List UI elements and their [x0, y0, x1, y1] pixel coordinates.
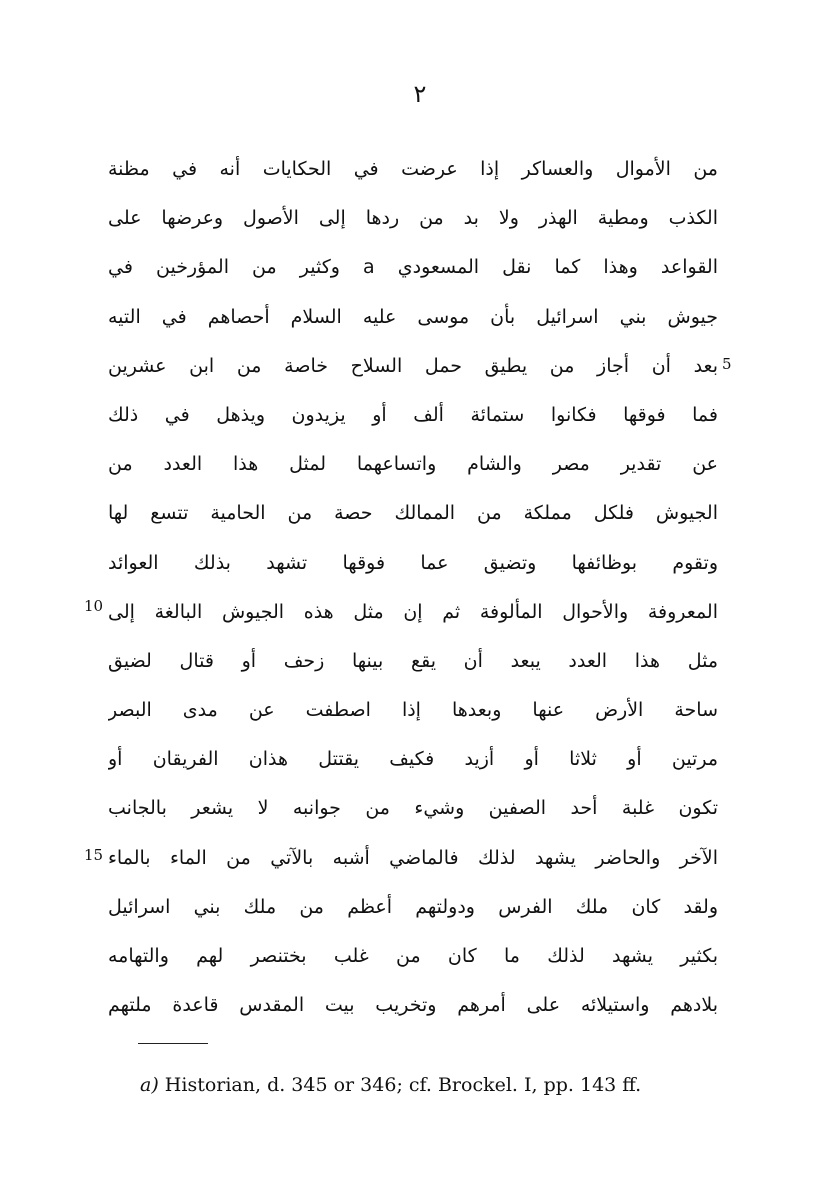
text-line: مثل هذا العدد يبعد أن يقع بينها زحف أو قتال لضيق: [108, 649, 718, 672]
footnote-text: Historian, d. 345 or 346; cf. Brockel. I, pp. 143 ff.: [164, 1074, 642, 1096]
text-line: فما فوقها فكانوا ستمائة ألف أو يزيدون ويذهل في ذلك: [108, 403, 718, 426]
text-line: بكثير يشهد لذلك ما كان من غلب بختنصر لهم والتهامه: [108, 945, 718, 967]
footnote-marker: a): [140, 1074, 159, 1096]
text-line: القواعد وهذا كما نقل المسعودي a وكثير من المؤرخين في: [108, 256, 718, 279]
text-line: المعروفة والأحوال المألوفة ثم إن مثل هذه الجيوش البالغة إلى: [108, 600, 718, 623]
text-line: ولقد كان ملك الفرس ودولتهم أعظم من ملك بني اسرائيل: [108, 895, 718, 918]
footnote: [140, 1074, 641, 1096]
footnote-rule: [138, 1043, 208, 1044]
page-number: ٢: [413, 80, 427, 108]
text-line: من الأموال والعساكر إذا عرضت في الحكايات أنه في مظنة: [108, 158, 718, 180]
line-number-10: 10: [84, 597, 104, 615]
text-line: الجيوش فلكل مملكة من الممالك حصة من الحامية تتسع لها: [108, 502, 718, 525]
text-line: ساحة الأرض عنها وبعدها إذا اصطفت عن مدى البصر: [108, 699, 718, 722]
text-line: جيوش بني اسرائيل بأن موسى عليه السلام أحصاهم في التيه: [108, 305, 718, 328]
line-number-15: 15: [84, 846, 104, 864]
line-number-5: 5: [722, 355, 732, 373]
text-line: عن تقدير مصر والشام واتساعهما لمثل هذا العدد من: [108, 453, 718, 476]
text-line: تكون غلبة أحد الصفين وشيء من جوانبه لا يشعر بالجانب: [108, 797, 718, 820]
text-line: بعد أن أجاز من يطيق حمل السلاح خاصة من ابن عشرين: [108, 354, 718, 377]
text-line: الآخر والحاضر يشهد لذلك فالماضي أشبه بالآتي من الماء بالماء: [108, 846, 718, 869]
text-line: وتقوم بوظائفها وتضيق عما فوقها تشهد بذلك العوائد: [108, 551, 718, 574]
text-line: الكذب ومطية الهذر ولا بد من ردها إلى الأصول وعرضها على: [108, 207, 718, 230]
text-line: بلادهم واستيلائه على أمرهم وتخريب بيت المقدس قاعدة ملتهم: [108, 994, 718, 1017]
body-text: [108, 145, 718, 1030]
text-line: مرتين أو ثلاثا أو أزيد فكيف يقتتل هذان الفريقان أو: [108, 748, 718, 771]
